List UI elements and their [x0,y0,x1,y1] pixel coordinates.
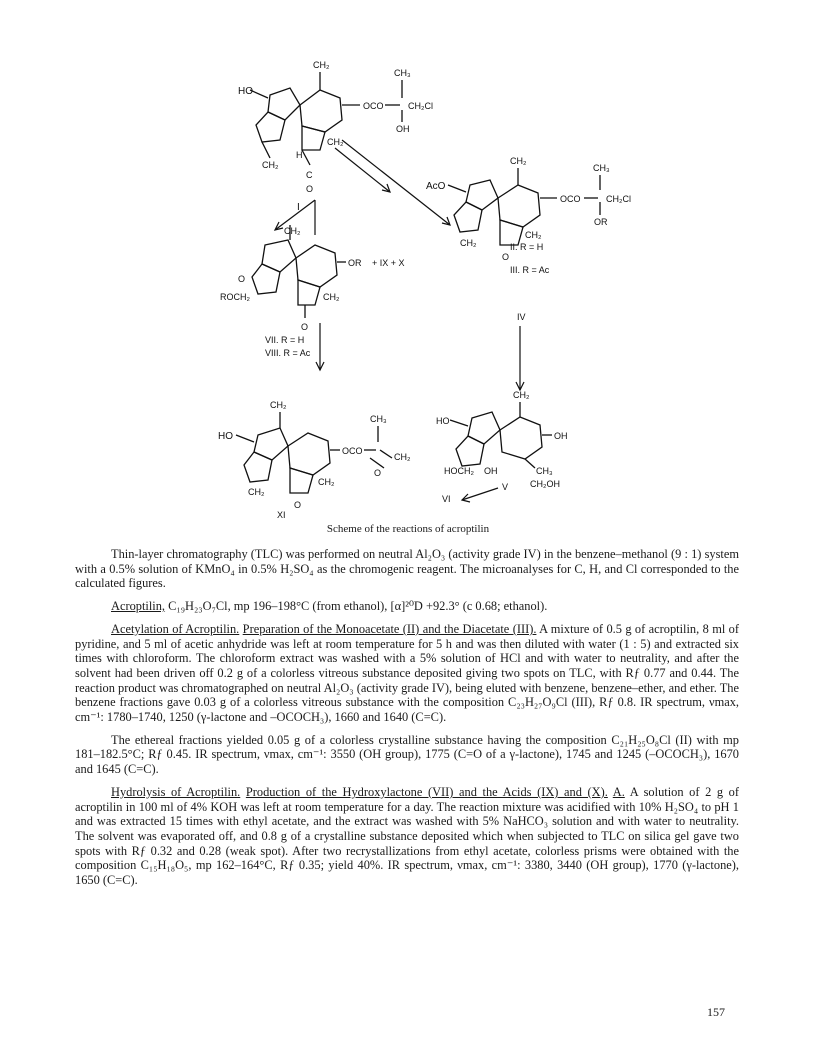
paragraph-acroptilin [75,599,739,614]
arrow-I-to-II [335,148,390,192]
scheme-atom-ch2-xi-b: CH₂ [394,452,411,462]
scheme-atom-or-vii: OR [348,258,362,268]
scheme-atom-o-vii-b: O [301,322,309,332]
scheme-atom-ch2-b: CH₂ [327,137,344,147]
heading-hydrolysis-a: A. [612,784,625,799]
reaction-scheme-drawing [180,50,650,520]
page-number: 157 [707,1005,725,1019]
reaction-scheme [180,50,650,520]
label-V: V [502,482,509,492]
scheme-atom-ch2cl-ii: CH₂Cl [606,194,631,204]
scheme-caption: Scheme of the reactions of acroptilin [326,523,490,535]
structure-XI [218,400,411,520]
paragraph-acroptilin-text: C₁₉H₂₃O₇Cl, mp 196–198°C (from ethanol), [α]²⁰D +92.3° (c 0.68; ethanol). [165,599,548,614]
body-text [75,547,739,896]
scheme-atom-o: O [306,184,314,194]
scheme-atom-oh-vi: OH [554,431,568,441]
scheme-atom-o-xi-b: O [294,500,302,510]
scheme-atom-ch2-vi: CH₂ [513,390,530,400]
scheme-atom-ho-xi: HO [218,431,233,442]
scheme-atom-h: H [296,150,303,160]
scheme-atom-ch2: CH₂ [313,60,330,70]
scheme-atom-oco-ii: OCO [560,194,581,204]
paragraph-hydrolysis [75,785,739,888]
scheme-atom-o-xi: O [374,468,382,478]
label-VI: VI [442,494,451,504]
scheme-atom-ch3: CH₃ [394,68,411,78]
label-VIII: VIII. R = Ac [265,348,311,358]
scheme-atom-ho-vi: HO [436,416,450,426]
scheme-atom-oco-xi: OCO [342,446,363,456]
scheme-atom-ch3-ii: CH₃ [593,163,610,173]
scheme-atom-ch2cl: CH₂Cl [408,101,433,111]
paragraph-acetylation-text: A mixture of 0.5 g of acroptilin, 8 ml of pyridine, and 5 ml of acetic anhydride was left at room temperature for 5 h and was then diluted with water (1 : 5) and extracted six times with chloroform. The chloroform extract was washed with a 5% solution of HCl and with water to neutrality, and after the solvent had been driven off 0.2 g of a colorless vitreous substance deposited giving two spots on TLC, with Rƒ 0.77 and 0.44. The reaction product was chromatographed on neutral Al₂O₃ (activity grade IV), being eluted with benzene, benzene–ether, and ether. The benzene fractions gave 0.03 g of a colorless vitreous substance with the composition C₂₃H₂₇O₉Cl (III), Rƒ 0.8. IR spectrum, νmax, cm⁻¹: 1780–1740, 1250 (γ-lactone and –OCOCH₃), 1660 and 1640 (C=C). [75,621,739,725]
label-XI: XI [277,510,286,520]
scheme-atom-oh-vi-b: OH [484,466,498,476]
scheme-atom-ch2-c: CH₂ [262,160,279,170]
scheme-atom-ch2-xi: CH₂ [270,400,287,410]
scheme-atom-ch2-ii: CH₂ [510,156,527,166]
label-I: I [297,202,300,213]
heading-acetylation-sub: Preparation of the Monoacetate (II) and the Diacetate (III). [242,621,537,636]
scheme-atom-ch3-vi: CH₃ [536,466,553,476]
paragraph-acetylation [75,622,739,725]
heading-hydrolysis-sub: Production of the Hydroxylactone (VII) and the Acids (IX) and (X). [245,784,608,799]
paragraph-hydrolysis-text: A solution of 2 g of acroptilin in 100 ml of 4% KOH was left at room temperature for a day. The reaction mixture was acidified with 10% H₂SO₄ to pH 1 and was extracted 15 times with ethyl acetate, and the extract was washed with 5% NaHCO₃ solution and with water to neutrality. The solvent was evaporated off, and 0.8 g of a crystalline substance deposited which when subjected to TLC on silica gel gave two spots with Rƒ 0.32 and 0.28 (weak spot). After two recrystallizations from ethyl acetate, colorless prisms were obtained with the composition C₁₅H₁₈O₅, mp 162–164°C, Rƒ 0.35; yield 40%. IR spectrum, νmax, cm⁻¹: 3380, 3440 (OH group), 1770 (γ-lactone), 1650 (C=C). [75,784,739,888]
scheme-atom-o-ii: O [502,252,510,262]
label-III: III. R = Ac [510,265,550,275]
scheme-atom-c: C [306,170,313,180]
scheme-atom-ho: HO [238,86,253,97]
scheme-atom-ch2-ii-b: CH₂ [525,230,542,240]
structure-VII-VIII [220,225,405,358]
heading-acetylation: Acetylation of Acroptilin. [111,621,240,636]
paragraph-ethereal: The ethereal fractions yielded 0.05 g of a colorless crystalline substance having the composition C₂₁H₂₅O₈Cl (II) with mp 181–182.5°C; Rƒ 0.45. IR spectrum, νmax, cm⁻¹: 3550 (OH group), 1775 (C=O of a γ-lactone), 1745 and 1245 (–OCOCH₃), 1670 and 1645 (C=C). [75,732,739,777]
scheme-atom-oh: OH [396,124,410,134]
label-II: II. R = H [510,242,544,252]
heading-acroptilin: Acroptilin, [111,599,166,614]
structure-II-III [426,156,631,275]
arrowhead-I-to-VII [275,222,283,230]
scheme-atom-o-vii: O [238,274,246,284]
structure-I [238,60,433,213]
paragraph-tlc: Thin-layer chromatography (TLC) was performed on neutral Al₂O₃ (activity grade IV) in the benzene–methanol (9 : 1) system with a 0.5% solution of KMnO₄ in 0.5% H₂SO₄ as the chromogenic reagent. The microanalyses for C, H, and Cl corresponded to the calculated figures. [75,547,739,591]
scheme-atom-ch2-vii: CH₂ [284,226,301,236]
scheme-atom-roch2: ROCH₂ [220,292,250,302]
scheme-atom-ch2-vii-b: CH₂ [323,292,340,302]
scheme-atom-ch2-xi-c: CH₂ [318,477,335,487]
scheme-atom-aco: AcO [426,181,446,192]
structure-VI [436,390,568,504]
scheme-atom-ch2oh: CH₂OH [530,479,560,489]
label-plus-ix-x: + IX + X [372,258,405,268]
heading-hydrolysis: Hydrolysis of Acroptilin. [111,784,241,799]
scheme-atom-ch2-xi-d: CH₂ [248,487,265,497]
scheme-atom-oco: OCO [363,101,384,111]
label-IV: IV [517,312,526,322]
label-VII: VII. R = H [265,335,305,345]
scheme-atom-or-ii: OR [594,217,608,227]
scheme-atom-ch3-xi: CH₃ [370,414,387,424]
scheme-atom-ch2-ii-c: CH₂ [460,238,477,248]
scheme-atom-hoch2: HOCH₂ [444,466,474,476]
